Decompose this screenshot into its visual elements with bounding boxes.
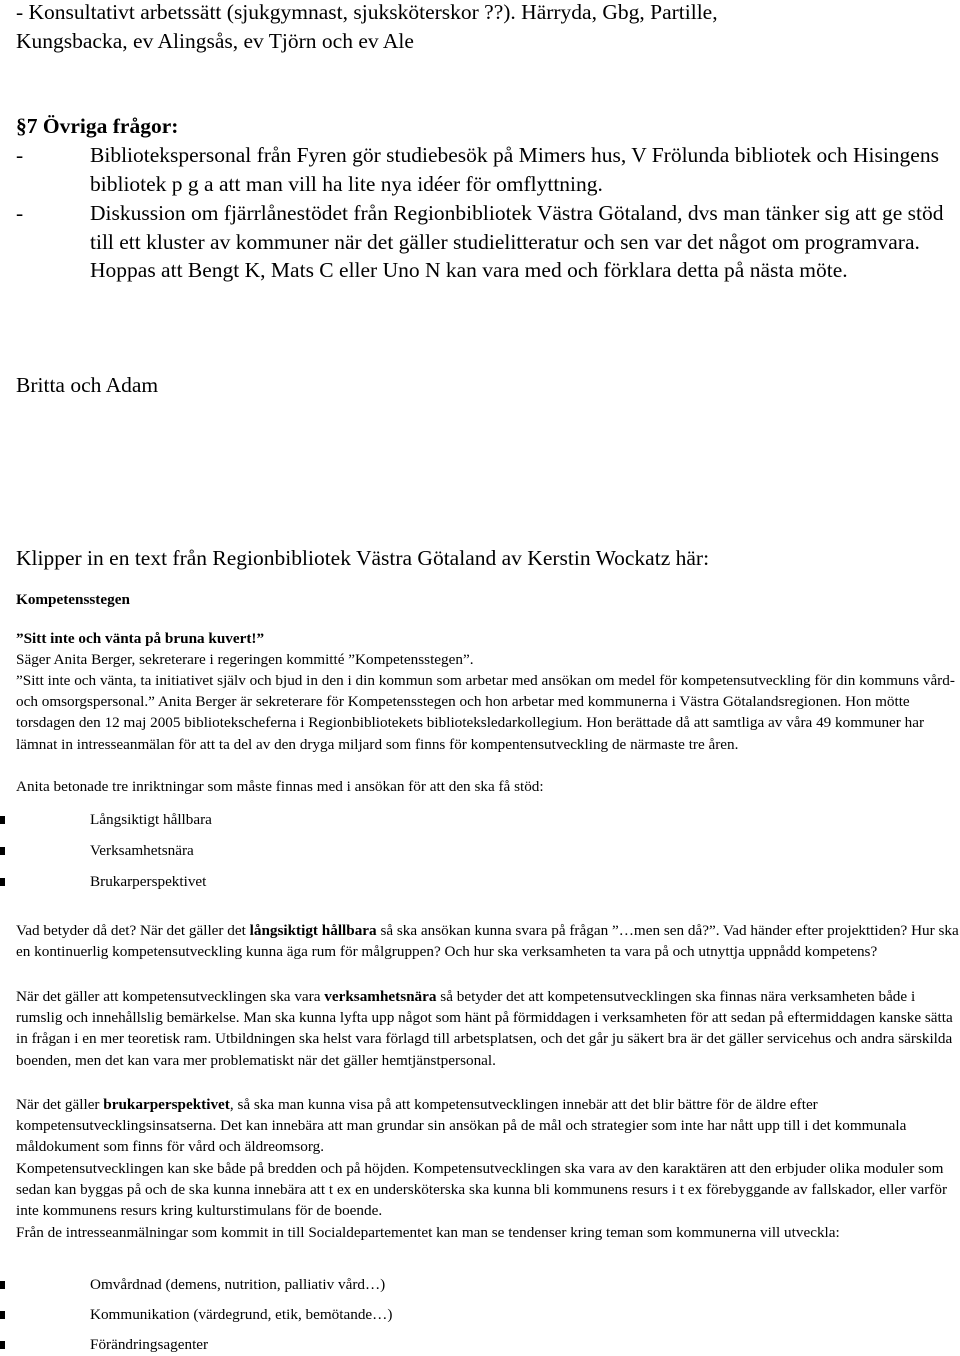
list-item-text: Diskussion om fjärrlånestödet från Regionbibliotek Västra Götaland, dvs man tänker sig att ge stöd till ett kluster av kommuner när det gäller studielitteratur och sen var det något om programvara. Hoppas att Bengt K, Mats C eller Uno N kan vara med och förklara detta på nästa möte. <box>90 201 944 282</box>
paragraph: När det gäller brukarperspektivet, så ska man kunna visa på att kompetensutvecklingen innebär att det blir bättre för de äldre efter kompetensutvecklingsinsatserna. Det kan innebära att man grundar sin ansökan på de mål och strategier som inte har nått upp till i det kommunala måldokument som finns för vård och äldreomsorg. <box>16 1096 907 1156</box>
list-item <box>16 199 960 285</box>
section-heading: §7 Övriga frågor: <box>16 114 179 138</box>
paragraph: När det gäller att kompetensutvecklingen ska vara verksamhetsnära så betyder det att kompetensutvecklingen ska finnas nära verksamheten både i rumslig och innehållslig bemärkelse. Man ska kunna lyfta upp något som hänt på förmiddagen i verksamheten för att sedan på eftermiddagen kanske sätta in frågan i en mer teoretisk ram. Utbildningen ska helst vara förlagd till arbetsplatsen, och det går ju säkert bra är det gäller servicehus och andra särskilda boenden, men det kan vara mer problematiskt när det gäller hemtjänstpersonal. <box>16 988 953 1069</box>
dash-marker: - <box>16 201 24 225</box>
bullet-item: Långsiktigt hållbara <box>0 809 960 831</box>
bullet-item: Kommunikation (värdegrund, etik, bemötande…) <box>0 1304 960 1326</box>
paragraph: Kompetensutvecklingen kan ske både på bredden och på höjden. Kompetensutvecklingen ska vara av den karaktären att den erbjuder olika moduler som sedan kan byggas på och de ska kunna innebära att t ex en undersköterska ska kunna bli kommunens resurs i t ex förebyggande av fallskador, eller varför inte kommunens resurs kring kulturstimulans för de boende. <box>16 1160 948 1220</box>
bullet-marker <box>0 816 5 824</box>
article-quote: ”Sitt inte och vänta på bruna kuvert!” <box>16 630 265 647</box>
paragraph: Säger Anita Berger, sekreterare i regeringen kommitté ”Kompetensstegen”. <box>16 651 474 668</box>
article-heading: Kompetensstegen <box>16 591 130 608</box>
bullet-marker <box>0 1311 5 1319</box>
bullet-marker <box>0 847 5 855</box>
bullet-item: Förändringsagenter <box>0 1334 960 1356</box>
dash-marker: - <box>16 143 24 167</box>
bullet-marker <box>0 878 5 886</box>
bullet-item: Brukarperspektivet <box>0 871 960 893</box>
bullet-marker <box>0 1281 5 1289</box>
paragraph: ”Sitt inte och vänta, ta initiativet själv och bjud in den i din kommun som arbetar med ansökan om medel för kompetensutveckling för din kommuns vård- och omsorgspersonal.” Anita Berger är sekreterare för Kompetensstegen och hon arbetar med kommunerna i Västra Götalandsregionen. Hon mötte torsdagen den 12 maj 2005 bibliotekscheferna i Regionbibliotekets biblioteksledarkollegium. Hon berättade då att samtliga av våra 49 kommuner har lämnat in intresseanmälan för att ta del av den dryga miljard som finns för kompentensutveckling de närmaste tre åren. <box>16 672 955 753</box>
paragraph: Vad betyder då det? När det gäller det långsiktigt hållbara så ska ansökan kunna svara på frågan ”…men sen då?”. Vad händer efter projekttiden? Hur ska en kontinuerlig kompetensutveckling kunna äga rum för målgruppen? Och hur ska verksamheten ta vara på och utnyttja uppnådd kompetens? <box>16 922 959 961</box>
paragraph: Från de intresseanmälningar som kommit in till Socialdepartementet kan man se tendenser kring teman som kommunerna vill utveckla: <box>16 1224 840 1241</box>
paragraph: Anita betonade tre inriktningar som måste finnas med i ansökan för att den ska få stöd: <box>16 778 544 795</box>
bullet-item: Verksamhetsnära <box>0 840 960 862</box>
intro-line-1: - Konsultativt arbetssätt (sjukgymnast, sjuksköterskor ??). Härryda, Gbg, Partille, <box>16 0 718 24</box>
list-item <box>16 141 960 198</box>
list-item-text: Bibliotekspersonal från Fyren gör studiebesök på Mimers hus, V Frölunda bibliotek och Hisingens bibliotek p g a att man vill ha lite nya idéer för omflyttning. <box>90 143 939 196</box>
bullet-marker <box>0 1341 5 1349</box>
signature: Britta och Adam <box>16 373 159 397</box>
clip-intro: Klipper in en text från Regionbibliotek Västra Götaland av Kerstin Wockatz här: <box>16 546 710 570</box>
intro-line-2: Kungsbacka, ev Alingsås, ev Tjörn och ev Ale <box>16 29 414 53</box>
bullet-item: Omvårdnad (demens, nutrition, palliativ vård…) <box>0 1274 960 1296</box>
